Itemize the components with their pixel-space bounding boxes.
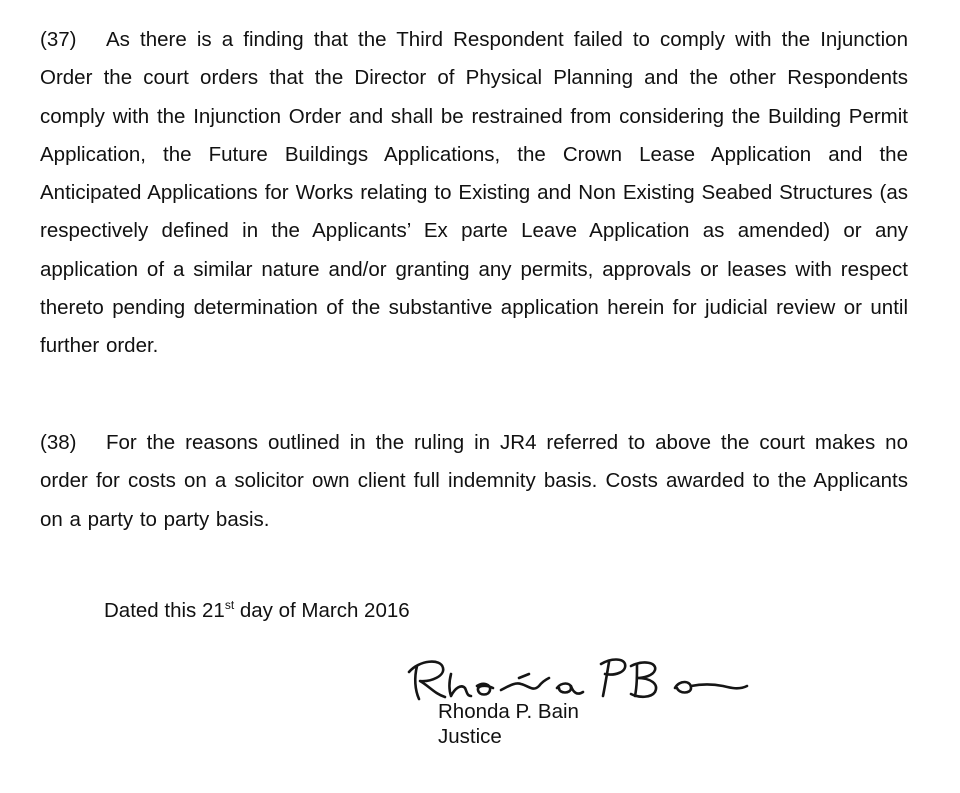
signatory-name: Rhonda P. Bain xyxy=(438,700,579,723)
dated-prefix: Dated this 21 xyxy=(104,599,225,622)
paragraph-number: (37) xyxy=(40,28,77,51)
dated-suffix: day of March 2016 xyxy=(234,599,410,622)
dated-line xyxy=(104,596,410,626)
paragraph-38 xyxy=(40,424,908,539)
paragraph-text: As there is a finding that the Third Respondent failed to comply with the Injunction Order the court orders that the Director of Physical Planning and the other Respondents comply with the Injunction Order and shall be restrained from considering the Building Permit Application, the Future Buildings Applications, the Crown Lease Application and the Anticipated Applications for Works relating to Existing and Non Existing Seabed Structures (as respectively defined in the Applicants’ Ex parte Leave Application as amended) or any application of a similar nature and/or granting any permits, approvals or leases with respect thereto pending determination of the substantive application herein for judicial review or until further order. xyxy=(40,28,908,358)
paragraph-text: For the reasons outlined in the ruling in JR4 referred to above the court makes no order for costs on a solicitor own client full indemnity basis. Costs awarded to the Applicants on a party to party basis. xyxy=(40,431,908,531)
signatory-title: Justice xyxy=(438,725,502,748)
paragraph-number: (38) xyxy=(40,431,77,454)
paragraph-37 xyxy=(40,21,908,366)
dated-ordinal: st xyxy=(224,598,235,612)
